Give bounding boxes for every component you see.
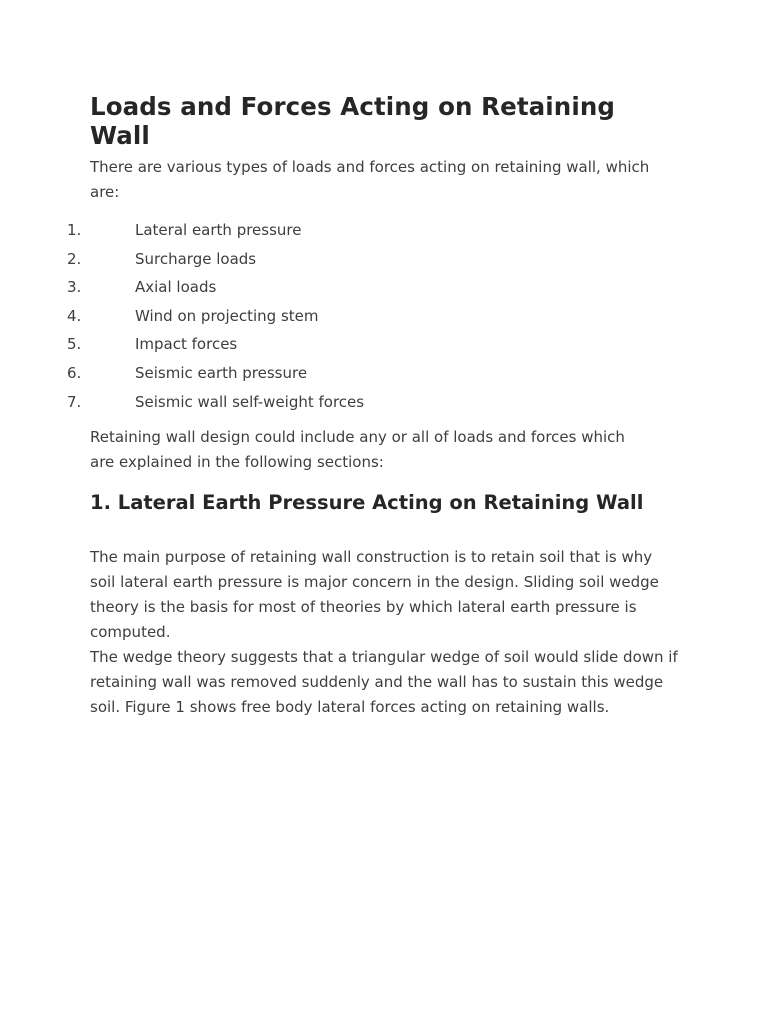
- section-paragraph: The wedge theory suggests that a triangular wedge of soil would slide down if retaining wall was removed suddenly and the wall has to sustain this wedge soil. Figure 1 shows free body lateral forces acting on retaining walls.: [90, 648, 678, 716]
- list-item-text: Impact forces: [135, 335, 238, 354]
- list-item-number: 1.: [67, 221, 82, 239]
- list-item-text: Axial loads: [135, 278, 217, 297]
- list-item: [0, 305, 600, 334]
- list-item: [0, 248, 600, 277]
- list-item-number: 7.: [67, 392, 82, 411]
- section-heading: 1. Lateral Earth Pressure Acting on Retaining Wall: [90, 491, 644, 514]
- list-item-number: 4.: [67, 306, 82, 325]
- list-item-text: Seismic wall self-weight forces: [135, 392, 365, 411]
- intro-paragraph: There are various types of loads and forces acting on retaining wall, which are:: [90, 158, 650, 201]
- list-item-number: 2.: [67, 249, 82, 268]
- list-item-number: 6.: [67, 363, 82, 382]
- list-item-number: 5.: [67, 335, 82, 354]
- document-content: [67, 92, 680, 716]
- list-item-text: Surcharge loads: [135, 249, 257, 268]
- list-item-number: 3.: [67, 278, 82, 297]
- list-item: [0, 219, 600, 248]
- list-item: [0, 276, 600, 305]
- list-item-text: Wind on projecting stem: [135, 306, 319, 325]
- section-body: [90, 545, 680, 720]
- list-item-text: Seismic earth pressure: [135, 363, 308, 382]
- list-item-text: Lateral earth pressure: [135, 221, 302, 239]
- list-item: [0, 333, 600, 362]
- list-item: [0, 362, 600, 391]
- loads-list: [0, 219, 600, 419]
- list-item: [0, 391, 600, 420]
- section-paragraph: The main purpose of retaining wall construction is to retain soil that is why soil lateral earth pressure is major concern in the design. Sliding soil wedge theory is the basis for most of theories by which lateral earth pressure is computed.: [90, 548, 659, 641]
- sections-intro-paragraph: Retaining wall design could include any or all of loads and forces which are explained in the following sections:: [90, 428, 625, 471]
- page-title: Loads and Forces Acting on Retaining Wall: [90, 92, 616, 150]
